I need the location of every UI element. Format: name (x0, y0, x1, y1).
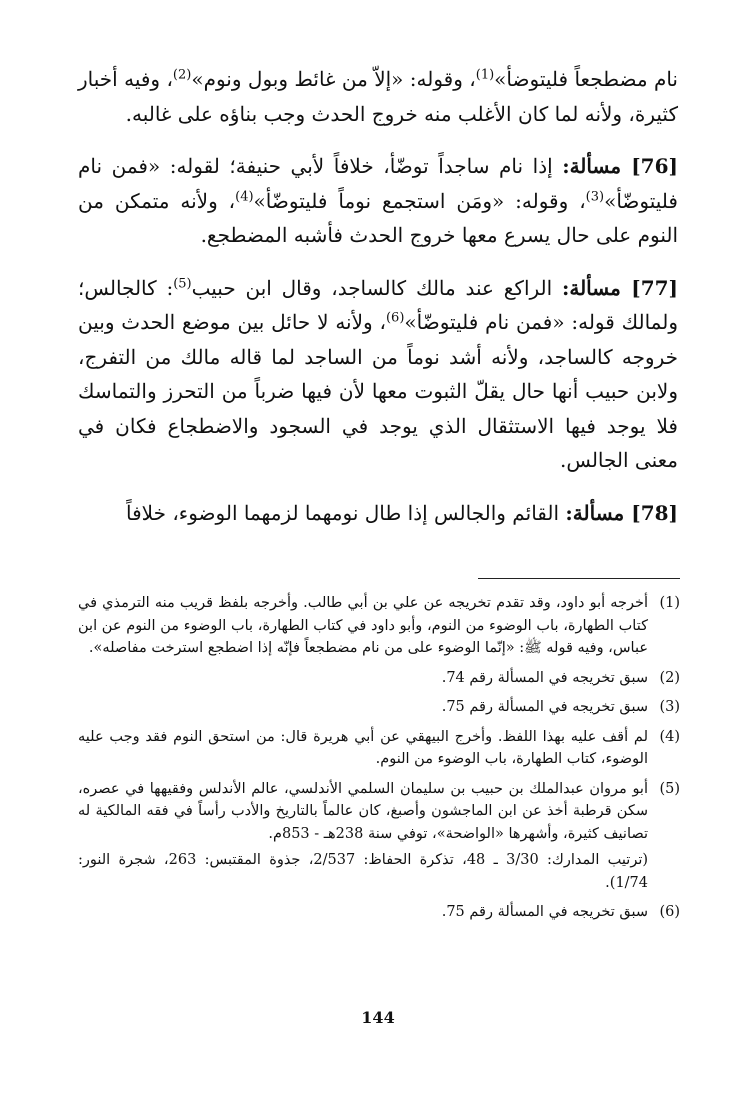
footnote (78, 726, 680, 775)
paragraph-issue-76 (78, 149, 678, 253)
footnote-body (78, 726, 648, 775)
main-text (78, 62, 678, 548)
footnote-text: سبق تخريجه في المسألة رقم 74. (441, 669, 648, 686)
footnote-number: (2) (659, 669, 680, 686)
footnote-body (78, 901, 648, 928)
footnote-ref: (4) (235, 188, 254, 204)
text-run: ، ولأنه متمكن من النوم على حال يسرع معها خروج الحدث فأشبه المضطجع. (78, 188, 678, 247)
footnote-sources: (ترتيب المدارك: 3/30 ـ 48، تذكرة الحفاظ: 2/537، جذوة المقتبس: 263، شجرة النور: 1/74). (78, 852, 649, 891)
footnote-text: أبو مروان عبدالملك بن حبيب بن سليمان السلمي الأندلسي، عالم الأندلس وفقيهها في عصره، سكن قرطبة أخذ عن ابن الماجشون وأصبغ، كان عالماً بالتاريخ والأدب رأساً في فقه المالكية له تصانيف كثيرة، وأشهرها «الواضحة»، توفي سنة 238هـ - 853م. (78, 780, 648, 842)
text-run: ، ولأنه لا حائل بين موضع الحدث وبين خروجه كالساجد، ولأنه أشد نوماً من الساجد لما قاله مالك من التفرج، ولابن حبيب أنها حال يقلّ الثبوت معها لأن فيها ضرباً من التحرز والتماسك فلا يوجد فيها الاستثقال الذي يوجد في السجود والاضطجاع فكان في معنى الجالس. (78, 310, 678, 472)
text-run: القائم والجالس إذا طال نومهما لزمهما الوضوء، خلافاً (126, 500, 566, 525)
issue-label: [77] مسألة: (561, 275, 678, 300)
paragraph-intro (78, 62, 678, 131)
footnote (78, 592, 680, 664)
footnote-number: (6) (659, 904, 680, 920)
footnote-divider (478, 578, 680, 579)
footnote-body (78, 667, 648, 694)
footnote-text: سبق تخريجه في المسألة رقم 75. (441, 904, 648, 920)
text-run: ، وفيه أخبار كثيرة، ولأنه لما كان الأغلب منه خروج الحدث وجب بناؤه على غالبه. (78, 67, 678, 126)
footnote-ref: (5) (173, 275, 192, 291)
footnote-ref: (1) (475, 67, 495, 83)
footnote (78, 778, 680, 899)
text-run: إذا نام ساجداً توضّأ، خلافاً لأبي حنيفة؛ لقوله: «فمن نام فليتوضّأ» (78, 154, 678, 213)
footnote-text: أخرجه أبو داود، وقد تقدم تخريجه عن علي بن أبي طالب. وأخرجه بلفظ قريب منه الترمذي في كتاب الطهارة، باب الوضوء من النوم، وأبو داود في كتاب الطهارة، باب الوضوء من النوم عن ابن عباس، وفيه قوله ﷺ: «إنّما الوضوء على من نام مضطجعاً فإنّه إذا اضطجع استرخت مفاصله». (78, 595, 648, 656)
footnote-number: (1) (659, 595, 680, 611)
footnote-text: سبق تخريجه في المسألة رقم 75. (441, 699, 648, 715)
issue-label: [78] مسألة: (565, 500, 678, 525)
footnote-number: (3) (659, 699, 680, 715)
text-run: : كالجالس؛ ولمالك قوله: «فمن نام فليتوضّأ» (78, 275, 678, 334)
issue-label: [76] مسألة: (562, 154, 678, 178)
footnote-ref: (3) (585, 188, 605, 204)
footnote-body (78, 592, 648, 664)
footnote (78, 901, 680, 928)
page-number: 144 (361, 1008, 395, 1027)
footnote (78, 696, 680, 723)
footnote (78, 667, 680, 694)
paragraph-issue-77 (78, 271, 678, 478)
footnote-text: لم أقف عليه بهذا اللفظ. وأخرج البيهقي عن أبي هريرة قال: من استحق النوم فقد وجب عليه الوضوء، كتاب الطهارة، باب الوضوء من النوم. (78, 728, 648, 767)
text-run: نام مضطجعاً فليتوضأ» (494, 67, 678, 91)
text-run: ، وقوله: «ومَن استجمع نوماً فليتوضّأ» (253, 188, 586, 213)
footnote-number: (4) (659, 728, 680, 745)
text-run: ، وقوله: «إلاّ من غائط وبول ونوم» (191, 67, 476, 91)
paragraph-issue-78 (78, 496, 678, 531)
footnote-number: (5) (659, 780, 680, 797)
footnote-ref: (6) (385, 310, 405, 326)
footnotes (78, 592, 680, 931)
footnote-body (78, 696, 648, 723)
footnote-ref: (2) (172, 67, 192, 83)
footnote-body (78, 778, 648, 899)
text-run: الراكع عند مالك كالساجد، وقال ابن حبيب (191, 275, 562, 300)
